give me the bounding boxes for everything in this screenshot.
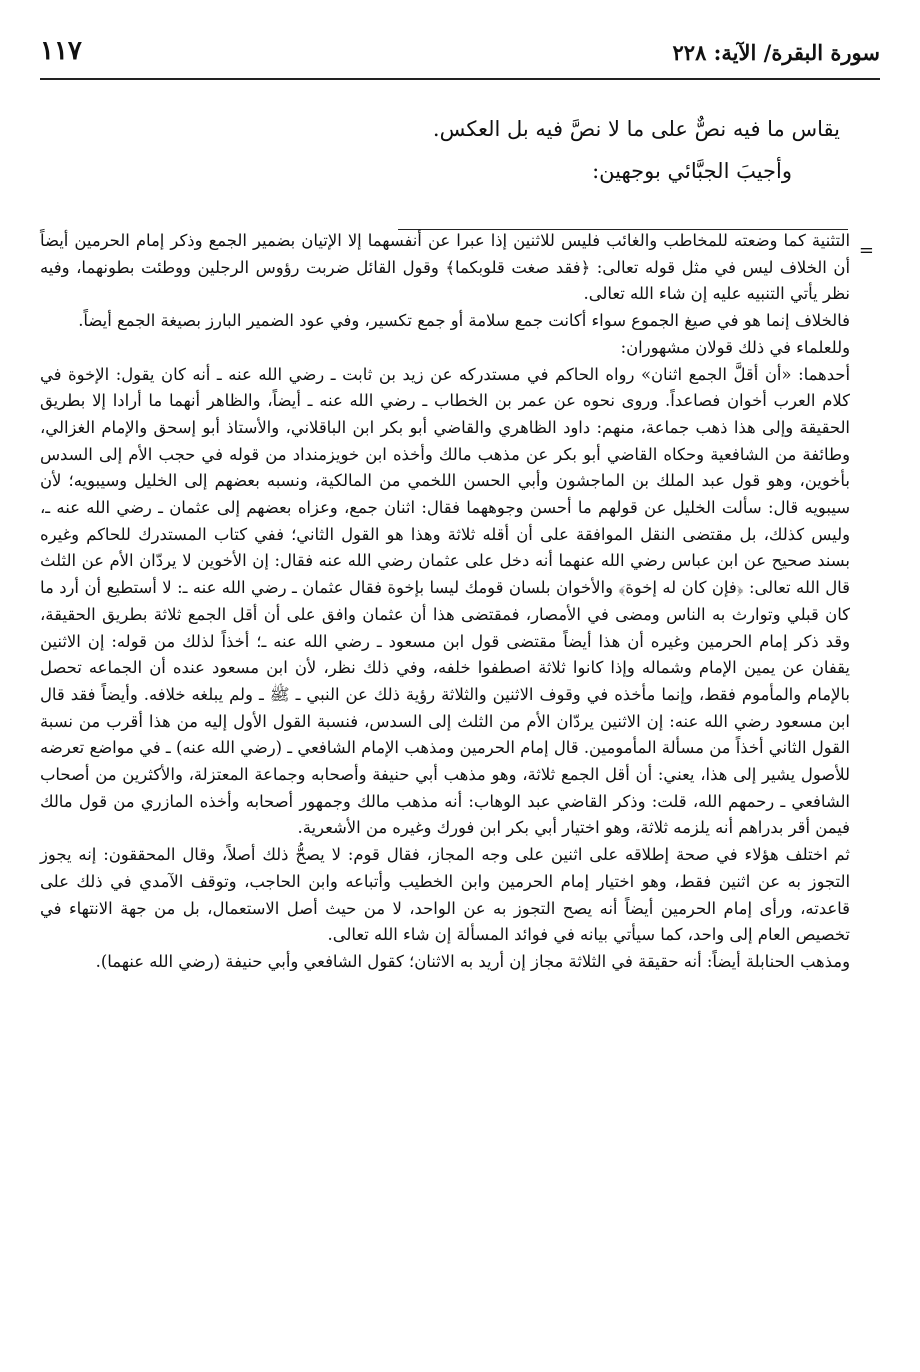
main-line-2: وأجيبَ الجبَّائي بوجهين: xyxy=(592,159,792,183)
footnote-paragraph-1: التثنية كما وضعته للمخاطب والغائب فليس للاثنين إذا عبرا عن أنفسهما إلا الإتيان بضمير الجمع وذكر إمام الحرمين أيضاً أن الخلاف ليس في مثل قوله تعالى: ﴿فقد صغت قلوبكما﴾ وقول القائل ضربت رؤوس الرجلين ووطئت بطونهما، وفيه نظر يأتي التنبيه عليه إن شاء الله تعالى. xyxy=(40,231,850,304)
footnote-paragraph-3: وللعلماء في ذلك قولان مشهوران: xyxy=(620,337,850,357)
footnote-paragraph-4: أحدهما: «أن أقلَّ الجمع اثنان» رواه الحاكم في مستدركه عن زيد بن ثابت ـ رضي الله عنه ـ أنه كان يقول: الإخوة في كلام العرب أخوان فصاعداً. وروى نحوه عن عمر بن الخطاب ـ رضي الله عنه ـ أيضاً، والظاهر أنهما ما أرادا إلا بطريق الحقيقة وإلى هذا ذهب جماعة، منهم: داود الظاهري والقاضي أبو بكر ابن الباقلاني، والأستاذ أبو إسحق والإمام الغزالي، وطائفة من الشافعية وحكاه القاضي أبو بكر عن مذهب مالك وأخذه ابن خويزمنداد من قوله في حجب الأم إلى السدس بأخوين، وهو قول عبد الملك بن الماجشون وأبي الحسن اللخمي من المالكية، ونسبه بعضهم إلى الخليل وسيبويه؛ لأن سيبويه قال: سألت الخليل عن قولهم ما أحسن وجوههما فقال: اثنان جمع، وعزاه بعضهم إلى عثمان ـ رضي الله عنه ـ، وليس كذلك، بل مقتضى النقل الموافقة على أن أقله ثلاثة وهذا هو القول الثاني؛ ففي كتاب المستدرك للحاكم وغيره بسند صحيح عن ابن عباس رضي الله عنهما أنه دخل على عثمان رضي الله عنه فقال: إن الأخوين لا يردّان الأم عن الثلث قال الله تعالى: ﴿فإن كان له إخوة﴾ والأخوان بلسان قومك ليسا بإخوة فقال عثمان ـ رضي الله عنه ـ: لا أستطيع أن أرد ما كان قبلي وتوارث به الناس ومضى في الأمصار، فمقتضى هذا أن عثمان وافق على أن أقل الجمع ثلاثة بطريق الحقيقة، وقد ذكر إمام الحرمين وغيره أن هذا أيضاً مقتضى قول ابن مسعود ـ رضي الله عنه ـ؛ أخذاً لذلك من قوله: إن الاثنين يقفان عن يمين الإمام وشماله وإذا كانوا ثلاثة اصطفوا خلفه، وفي ذلك نظر، لأن ابن مسعود عنده أن الجماعه تحصل بالإمام والمأموم فقط، وإنما مأخذه في وقوف الاثنين والثلاثة رؤية ذلك عن النبي ـ ﷺ ـ ولم يبلغه خلافه. وأيضاً فقد قال ابن مسعود رضي الله عنه: إن الاثنين يردّان الأم من الثلث إلى السدس، فنسبة القول الأول إليه من هذا أقرب من نسبة القول الثاني أخذاً من مسألة المأمومين. قال إمام الحرمين ومذهب الإمام الشافعي ـ (رضي الله عنه) ـ في مواضع تعرضه للأصول يشير إلى هذا، يعني: أن أقل الجمع ثلاثة، وهو مذهب أبي حنيفة وأصحابه وجماعة المعتزلة، والأكثرين من أصحاب الشافعي ـ رحمهم الله، قلت: وذكر القاضي عبد الوهاب: أنه مذهب مالك وجمهور أصحابه وأخذه المازري من قول مالك فيمن أقر بدراهم أنه يلزمه ثلاثة، وهو اختيار أبي بكر ابن فورك وغيره من الأشعرية. xyxy=(40,364,850,838)
main-line-1: يقاس ما فيه نصٌّ على ما لا نصَّ فيه بل العكس. xyxy=(432,117,840,141)
footnote-paragraph-5: ثم اختلف هؤلاء في صحة إطلاقه على اثنين على وجه المجاز، فقال قوم: لا يصحُّ ذلك أصلاً، وقال المحققون: إنه يجوز التجوز به عن اثنين فقط، وهو اختيار إمام الحرمين وابن الخطيب وأتباعه وابن الحاجب، وتوقف الآمدي في ذلك على قاعدته، ورأى إمام الحرمين أيضاً أنه يصح التجوز به عن الواحد، لا من حيث أصل الاستعمال، بل من جهة الانتهاء في تخصيص العام إلى واحد، كما سيأتي بيانه في فوائد المسألة إن شاء الله تعالى. xyxy=(40,845,850,945)
main-text xyxy=(40,108,840,192)
footnote-paragraph-6: ومذهب الحنابلة أيضاً: أنه حقيقة في الثلاثة مجاز إن أريد به الاثنان؛ كقول الشافعي وأبي حنيفة (رضي الله عنهما). xyxy=(95,951,850,971)
running-title: سورة البقرة/ الآية: ٢٢٨ xyxy=(672,40,880,65)
page-number: ١١٧ xyxy=(40,36,82,66)
footnotes xyxy=(40,228,850,976)
footnote-continuation-marker: = xyxy=(858,240,874,261)
footnote-paragraph-2: فالخلاف إنما هو في صيغ الجموع سواء أكانت جمع سلامة أو جمع تكسير، وفي عود الضمير البارز بصيغة الجمع أيضاً. xyxy=(78,311,850,331)
page-header xyxy=(40,34,880,80)
